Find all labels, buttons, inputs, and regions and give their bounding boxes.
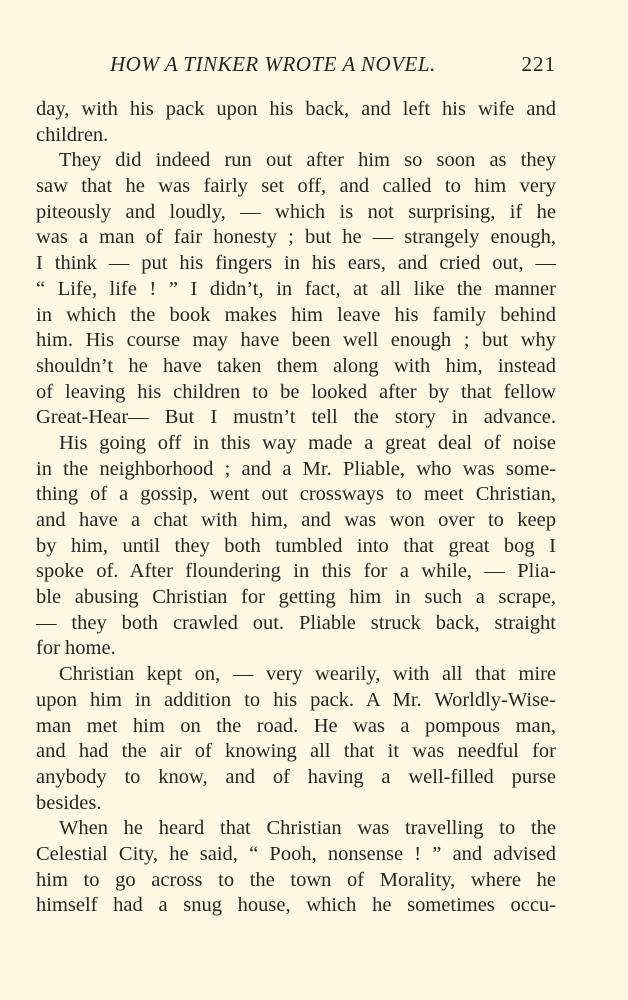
- text-line: “ Life, life ! ” I didn’t, in fact, at all like the manner: [36, 277, 556, 300]
- text-line: in which the book makes him leave his family behind: [36, 303, 556, 326]
- text-line: They did indeed run out after him so soon as they: [59, 149, 556, 172]
- page-number: 221: [521, 52, 556, 76]
- text-line: When he heard that Christian was travelling to the: [59, 817, 556, 840]
- text-line: day, with his pack upon his back, and left his wife and: [36, 98, 556, 120]
- text-line: anybody to know, and of having a well-filled purse: [36, 765, 556, 788]
- text-line: by him, until they both tumbled into that great bog I: [36, 534, 556, 557]
- text-line: for home.: [36, 637, 116, 660]
- text-line: him to go across to the town of Morality, where he: [36, 868, 556, 891]
- running-head: [36, 52, 556, 82]
- text-line: Christian kept on, — very wearily, with all that mire: [59, 663, 556, 686]
- text-line: ble abusing Christian for getting him in such a scrape,: [36, 586, 556, 609]
- text-line: in the neighborhood ; and a Mr. Pliable, who was some-: [36, 457, 556, 480]
- text-line: children.: [36, 123, 109, 146]
- text-line: besides.: [36, 791, 102, 814]
- text-line: His going off in this way made a great deal of noise: [59, 431, 556, 454]
- text-line: him. His course may have been well enough ; but why: [36, 329, 556, 352]
- body-text: [36, 97, 556, 919]
- text-line: man met him on the road. He was a pompous man,: [36, 714, 556, 737]
- text-line: and have a chat with him, and was won over to keep: [36, 509, 556, 531]
- text-line: piteously and loudly, — which is not surprising, if he: [36, 200, 556, 223]
- text-line: I think — put his fingers in his ears, and cried out, —: [36, 252, 556, 275]
- text-line: and had the air of knowing all that it was needful for: [36, 740, 556, 763]
- text-line: saw that he was fairly set off, and called to him very: [36, 175, 556, 198]
- text-line: — they both crawled out. Pliable struck back, straight: [36, 611, 556, 634]
- text-line: shouldn’t he have taken them along with him, instead: [36, 354, 556, 377]
- text-line: upon him in addition to his pack. A Mr. Worldly-Wise-: [36, 688, 556, 711]
- text-line: of leaving his children to be looked after by that fellow: [36, 380, 556, 403]
- running-title: HOW A TINKER WROTE A NOVEL.: [110, 52, 436, 76]
- text-line: Celestial City, he said, “ Pooh, nonsense ! ” and advised: [36, 842, 556, 865]
- text-line: Great-Hear— But I mustn’t tell the story in advance.: [36, 406, 556, 429]
- text-line: thing of a gossip, went out crossways to meet Christian,: [36, 483, 556, 506]
- text-line: himself had a snug house, which he sometimes occu-: [36, 894, 556, 917]
- text-line: spoke of. After floundering in this for a while, — Plia-: [36, 560, 556, 583]
- text-line: was a man of fair honesty ; but he — strangely enough,: [36, 226, 556, 249]
